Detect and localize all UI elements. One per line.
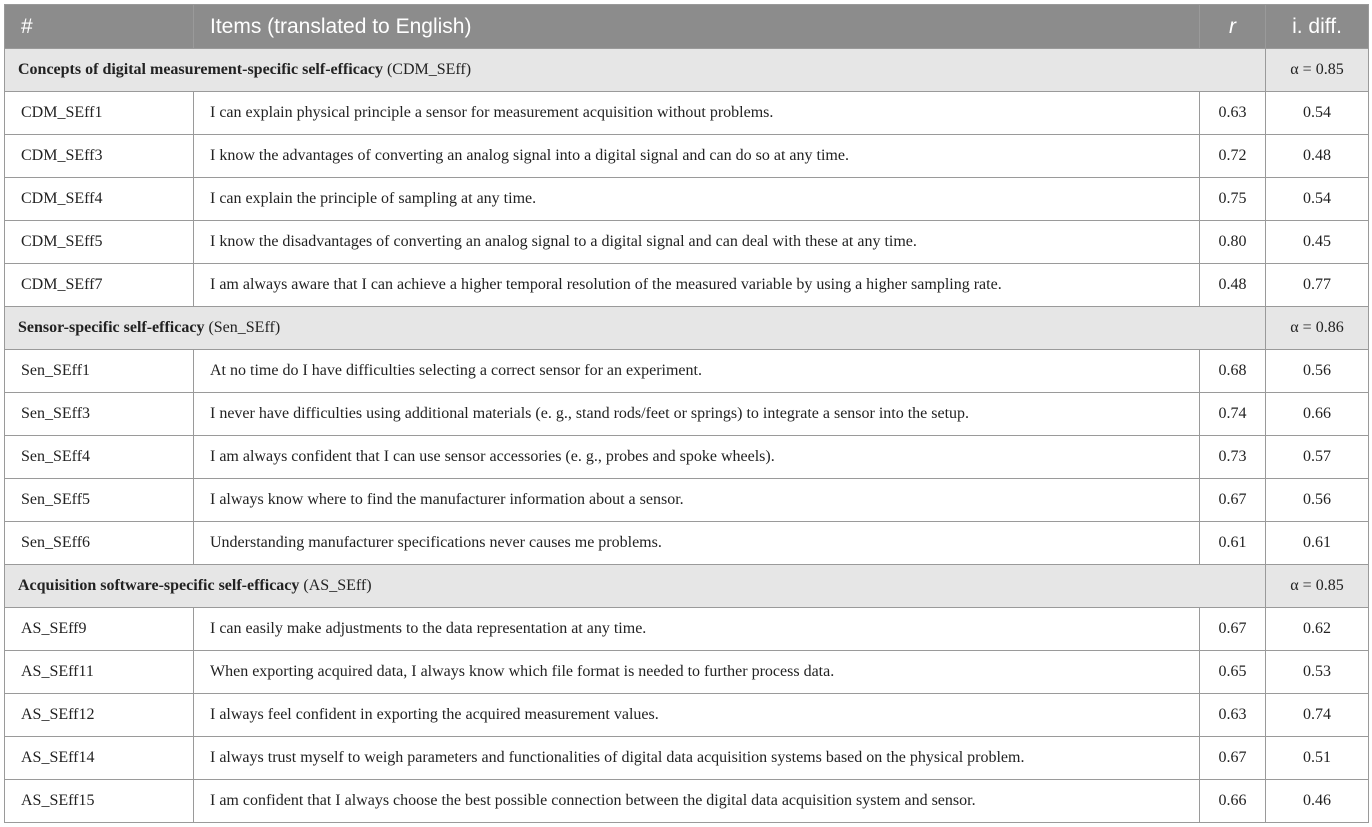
item-diff: 0.62 <box>1266 608 1369 651</box>
item-text: I am always aware that I can achieve a higher temporal resolution of the measured variable by using a higher sampling rate. <box>194 264 1200 307</box>
item-r: 0.67 <box>1200 479 1266 522</box>
table-row <box>5 393 1369 436</box>
item-diff: 0.77 <box>1266 264 1369 307</box>
table-row <box>5 608 1369 651</box>
table-row <box>5 178 1369 221</box>
item-id: AS_SEff15 <box>5 780 194 823</box>
item-id: Sen_SEff5 <box>5 479 194 522</box>
item-diff: 0.66 <box>1266 393 1369 436</box>
item-id: CDM_SEff1 <box>5 92 194 135</box>
section-row <box>5 565 1369 608</box>
item-id: Sen_SEff3 <box>5 393 194 436</box>
item-r: 0.63 <box>1200 92 1266 135</box>
section-title: Sensor-specific self-efficacy <box>18 319 205 336</box>
table-row <box>5 350 1369 393</box>
item-id: CDM_SEff3 <box>5 135 194 178</box>
item-r: 0.68 <box>1200 350 1266 393</box>
item-text: At no time do I have difficulties selecting a correct sensor for an experiment. <box>194 350 1200 393</box>
item-r: 0.48 <box>1200 264 1266 307</box>
item-r: 0.67 <box>1200 608 1266 651</box>
header-row <box>5 5 1369 49</box>
item-diff: 0.53 <box>1266 651 1369 694</box>
item-diff: 0.56 <box>1266 479 1369 522</box>
item-diff: 0.54 <box>1266 178 1369 221</box>
section-abbr: (AS_SEff) <box>299 577 372 594</box>
table-row <box>5 737 1369 780</box>
item-r: 0.65 <box>1200 651 1266 694</box>
item-r: 0.67 <box>1200 737 1266 780</box>
item-text: Understanding manufacturer specifications never causes me problems. <box>194 522 1200 565</box>
table-row <box>5 694 1369 737</box>
item-text: I know the disadvantages of converting an analog signal to a digital signal and can deal with these at any time. <box>194 221 1200 264</box>
item-id: AS_SEff14 <box>5 737 194 780</box>
item-text: I can explain physical principle a sensor for measurement acquisition without problems. <box>194 92 1200 135</box>
item-r: 0.73 <box>1200 436 1266 479</box>
section-title: Concepts of digital measurement-specific self-efficacy <box>18 61 383 78</box>
section-alpha: α = 0.86 <box>1266 307 1369 350</box>
table-row <box>5 135 1369 178</box>
section-label <box>5 49 1266 92</box>
item-id: Sen_SEff4 <box>5 436 194 479</box>
item-text: I know the advantages of converting an analog signal into a digital signal and can do so at any time. <box>194 135 1200 178</box>
item-diff: 0.51 <box>1266 737 1369 780</box>
item-id: AS_SEff12 <box>5 694 194 737</box>
table-row <box>5 92 1369 135</box>
section-row <box>5 49 1369 92</box>
section-abbr: (Sen_SEff) <box>204 319 281 336</box>
item-id: Sen_SEff6 <box>5 522 194 565</box>
item-diff: 0.45 <box>1266 221 1369 264</box>
item-r: 0.66 <box>1200 780 1266 823</box>
item-text: I am always confident that I can use sensor accessories (e. g., probes and spoke wheels). <box>194 436 1200 479</box>
section-label <box>5 307 1266 350</box>
table-row <box>5 479 1369 522</box>
item-text: I always feel confident in exporting the acquired measurement values. <box>194 694 1200 737</box>
item-id: CDM_SEff4 <box>5 178 194 221</box>
section-abbr: (CDM_SEff) <box>382 61 472 78</box>
item-r: 0.74 <box>1200 393 1266 436</box>
item-text: I never have difficulties using additional materials (e. g., stand rods/feet or springs) to integrate a sensor into the setup. <box>194 393 1200 436</box>
table-row <box>5 780 1369 823</box>
table-row <box>5 264 1369 307</box>
table-row <box>5 221 1369 264</box>
header-idiff: i. diff. <box>1266 5 1369 49</box>
item-id: AS_SEff9 <box>5 608 194 651</box>
item-r: 0.61 <box>1200 522 1266 565</box>
item-text: I can explain the principle of sampling at any time. <box>194 178 1200 221</box>
table-row <box>5 436 1369 479</box>
section-alpha: α = 0.85 <box>1266 565 1369 608</box>
item-text: I am confident that I always choose the best possible connection between the digital data acquisition system and sensor. <box>194 780 1200 823</box>
item-text: When exporting acquired data, I always know which file format is needed to further process data. <box>194 651 1200 694</box>
items-table <box>4 4 1369 823</box>
item-r: 0.72 <box>1200 135 1266 178</box>
item-id: Sen_SEff1 <box>5 350 194 393</box>
item-r: 0.80 <box>1200 221 1266 264</box>
item-diff: 0.54 <box>1266 92 1369 135</box>
section-label <box>5 565 1266 608</box>
item-id: CDM_SEff7 <box>5 264 194 307</box>
item-diff: 0.48 <box>1266 135 1369 178</box>
header-items: Items (translated to English) <box>194 5 1200 49</box>
item-diff: 0.57 <box>1266 436 1369 479</box>
item-diff: 0.56 <box>1266 350 1369 393</box>
item-r: 0.63 <box>1200 694 1266 737</box>
table-row <box>5 522 1369 565</box>
item-text: I always know where to find the manufacturer information about a sensor. <box>194 479 1200 522</box>
item-text: I always trust myself to weigh parameters and functionalities of digital data acquisition systems based on the physical problem. <box>194 737 1200 780</box>
item-text: I can easily make adjustments to the data representation at any time. <box>194 608 1200 651</box>
item-diff: 0.61 <box>1266 522 1369 565</box>
section-row <box>5 307 1369 350</box>
header-num: # <box>5 5 194 49</box>
item-r: 0.75 <box>1200 178 1266 221</box>
item-diff: 0.74 <box>1266 694 1369 737</box>
table-row <box>5 651 1369 694</box>
section-alpha: α = 0.85 <box>1266 49 1369 92</box>
header-r: r <box>1200 5 1266 49</box>
item-diff: 0.46 <box>1266 780 1369 823</box>
section-title: Acquisition software-specific self-efficacy <box>18 577 300 594</box>
item-id: CDM_SEff5 <box>5 221 194 264</box>
item-id: AS_SEff11 <box>5 651 194 694</box>
